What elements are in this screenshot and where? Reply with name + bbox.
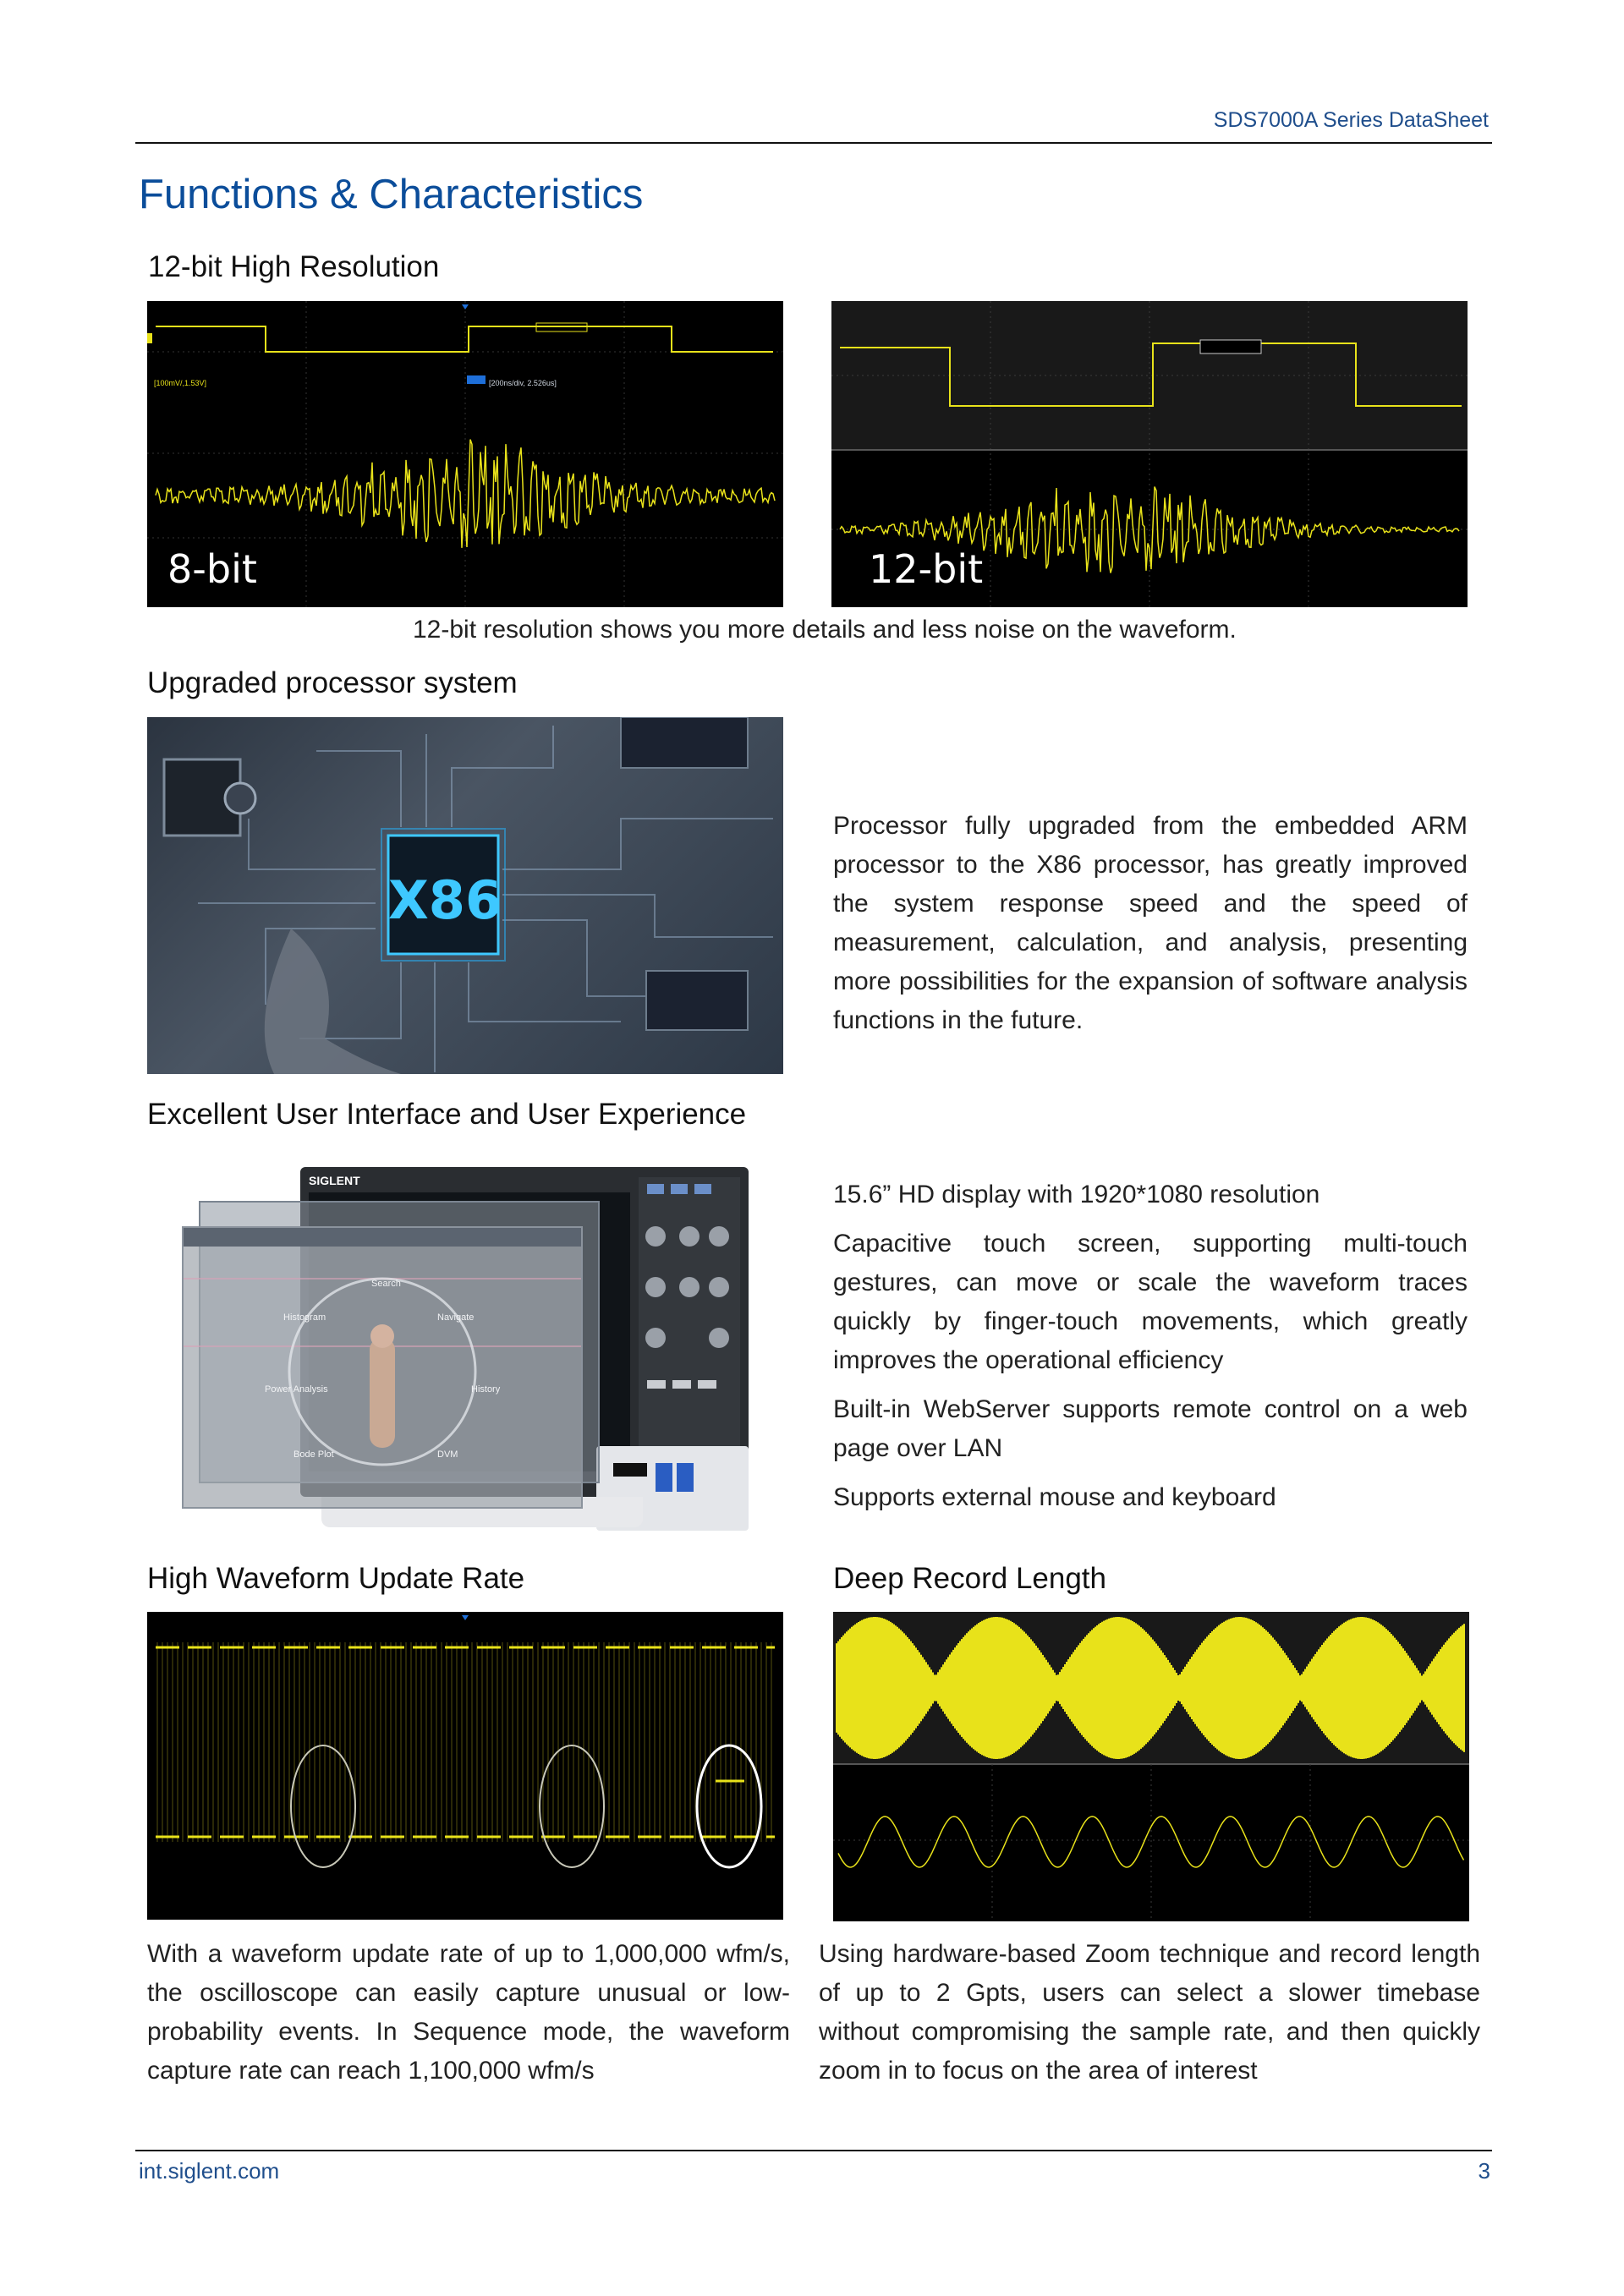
record-length-scope-panel <box>833 1612 1469 1921</box>
processor-board-image <box>147 717 783 1074</box>
tag-12bit: 12-bit <box>869 546 984 592</box>
chip-label: X86 <box>388 869 502 931</box>
overlay-screen-front <box>182 1226 583 1509</box>
ui-feature-2: Capacitive touch screen, supporting multi-touch gestures, can move or scale the waveform traces quickly by finger-touch movements, which greatly improves the operational efficiency <box>833 1230 1468 1374</box>
update-rate-scope-panel <box>147 1612 783 1920</box>
menu-item-search[interactable]: Search <box>371 1279 401 1289</box>
ui-feature-1: 15.6” HD display with 1920*1080 resolution <box>833 1181 1320 1208</box>
persistence-traces <box>157 1642 771 1842</box>
scope-12bit-panel <box>831 301 1468 607</box>
processor-heading: Upgraded processor system <box>147 666 518 699</box>
record-length-text: Using hardware-based Zoom technique and record length of up to 2 Gpts, users can select a slower timebase without compromising the sample rate, and then quickly zoom in to focus on the area of interest <box>819 1940 1480 2085</box>
burst-8bit <box>156 440 775 548</box>
page-title: Functions & Characteristics <box>139 172 644 217</box>
control-panel <box>639 1177 740 1482</box>
ui-feature-3: Built-in WebServer supports remote control on a web page over LAN <box>833 1395 1468 1462</box>
ui-feature-list <box>833 1175 1468 1527</box>
scope-scale-label: [100mV/,1.53V] <box>154 379 207 387</box>
scope-8bit-panel <box>147 301 783 607</box>
record-length-waveform <box>833 1612 1469 1921</box>
resolution-caption: 12-bit resolution shows you more details and less noise on the waveform. <box>413 616 1237 644</box>
record-length-heading: Deep Record Length <box>833 1562 1106 1595</box>
page-number: 3 <box>1478 2158 1490 2184</box>
menu-item-bode-plot[interactable]: Bode Plot <box>294 1449 334 1460</box>
footer-url[interactable]: int.siglent.com <box>139 2158 280 2184</box>
header-rule <box>135 142 1492 144</box>
ui-feature-4: Supports external mouse and keyboard <box>833 1483 1276 1511</box>
oscilloscope-product-image <box>173 1167 749 1539</box>
menu-item-power-analysis[interactable]: Power Analysis <box>265 1384 328 1395</box>
menu-item-dvm[interactable]: DVM <box>437 1449 458 1460</box>
doc-header-title: SDS7000A Series DataSheet <box>1213 108 1489 132</box>
resolution-heading: 12-bit High Resolution <box>148 250 440 283</box>
menu-item-navigate[interactable]: Navigate <box>437 1312 475 1323</box>
brand-logo: SIGLENT <box>309 1174 360 1187</box>
tag-8bit: 8-bit <box>167 546 257 592</box>
update-rate-waveform <box>147 1612 783 1920</box>
scope-timebase-label: [200ns/div, 2.526us] <box>489 379 557 387</box>
processor-text: Processor fully upgraded from the embedded ARM processor to the X86 processor, has greatly improved the system response speed and the speed of measurement, calculation, and analysis, presenting more possibilities for the expansion of software analysis functions in the future. <box>833 812 1468 1034</box>
ui-heading: Excellent User Interface and User Experience <box>147 1098 747 1131</box>
footer-rule <box>135 2150 1492 2151</box>
update-rate-heading: High Waveform Update Rate <box>147 1562 525 1595</box>
menu-item-histogram[interactable]: Histogram <box>283 1312 326 1323</box>
menu-item-history[interactable]: History <box>471 1384 501 1395</box>
update-rate-text: With a waveform update rate of up to 1,000,000 wfm/s, the oscilloscope can easily capture unusual or low-probability events. In Sequence mode, the waveform capture rate can reach 1,100,000 wfm/s <box>147 1940 790 2085</box>
